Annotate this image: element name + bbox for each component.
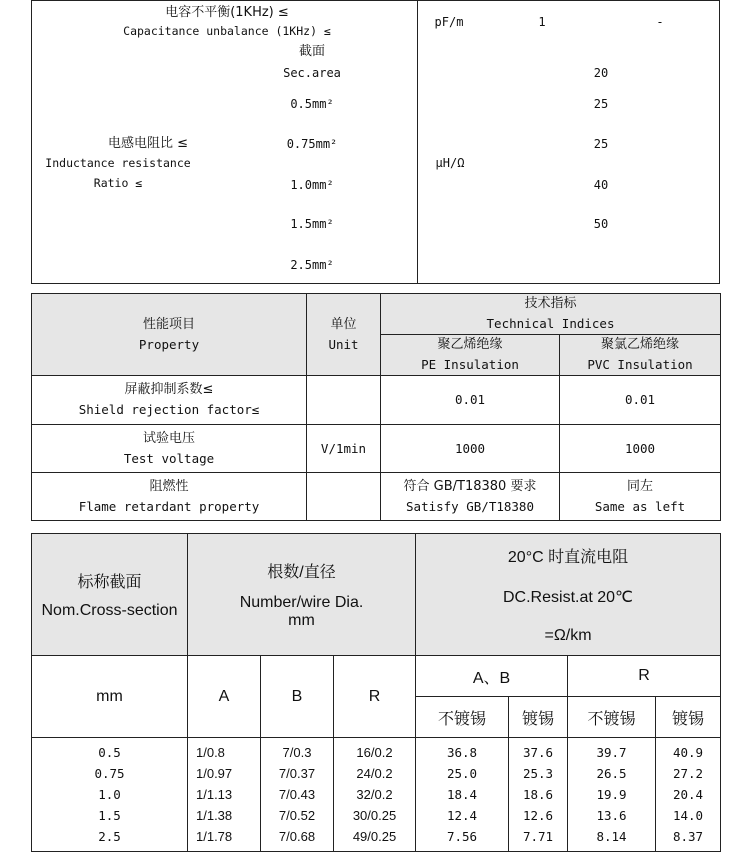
cell-ab-tin: 37.6 — [509, 738, 568, 764]
cell-r-tin: 8.37 — [656, 826, 721, 852]
table-row — [32, 826, 721, 852]
cell-r: 16/0.2 — [334, 738, 416, 764]
cell-ab-tin: 18.6 — [509, 784, 568, 805]
b-header: B — [261, 656, 334, 738]
row-pe: 1000 — [381, 425, 560, 473]
cell-a: 1/1.78 — [188, 826, 261, 852]
unit-header-zh: 单位 — [330, 316, 357, 332]
pe-header — [381, 335, 560, 376]
ind-value: 50 — [593, 217, 609, 231]
cell-r: 30/0.25 — [334, 805, 416, 826]
nom-section-zh: 标称截面 — [77, 574, 142, 591]
ind-label-en2: Ratio ≤ — [93, 176, 143, 190]
cell-r-tin: 14.0 — [656, 805, 721, 826]
ind-value: 25 — [593, 97, 609, 111]
row-label-zh: 阻燃性 — [149, 478, 189, 494]
resistance-table — [31, 533, 721, 852]
cell-b: 7/0.43 — [261, 784, 334, 805]
property-header-zh: 性能项目 — [142, 316, 195, 332]
plain-header: 不镀锡 — [568, 697, 656, 738]
cell-r-tin: 40.9 — [656, 738, 721, 764]
r-header: R — [334, 656, 416, 738]
row-pvc-en: Same as left — [594, 498, 686, 514]
ind-label-zh: 电感电阻比 ≤ — [107, 136, 189, 151]
cell-a: 1/0.97 — [188, 763, 261, 784]
row-label-zh: 试验电压 — [142, 430, 195, 446]
table-row — [32, 473, 721, 521]
cap-pe-value: 1 — [538, 15, 546, 29]
number-dia-header — [188, 534, 416, 656]
ab-header: A、B — [416, 656, 568, 697]
mm-header: mm — [32, 656, 188, 738]
property-header — [32, 294, 307, 376]
properties-table — [31, 293, 721, 521]
row-pe: 符合 GB/T18380 要求 — [403, 478, 537, 494]
pvc-header-en: PVC Insulation — [587, 357, 693, 372]
cell-r-plain: 8.14 — [568, 826, 656, 852]
table-row — [32, 763, 721, 784]
number-dia-unit: mm — [288, 612, 315, 629]
cell-b: 7/0.3 — [261, 738, 334, 764]
cell-r-tin: 20.4 — [656, 784, 721, 805]
cell-r: 24/0.2 — [334, 763, 416, 784]
sec-area-zh: 截面 — [298, 44, 326, 59]
cell-r-plain: 26.5 — [568, 763, 656, 784]
area-label: 1.0mm² — [290, 178, 334, 192]
area-label: 0.5mm² — [290, 97, 334, 111]
row-label-zh: 屏蔽抑制系数≤ — [124, 382, 214, 397]
unit-header-en: Unit — [328, 336, 359, 352]
dc-resist-header — [416, 534, 721, 656]
row-pvc: 0.01 — [560, 376, 721, 425]
nom-section-header — [32, 534, 188, 656]
cell-ab-plain: 18.4 — [416, 784, 509, 805]
cell-ab-plain: 36.8 — [416, 738, 509, 764]
cell-mm: 2.5 — [32, 826, 188, 852]
row-pvc: 1000 — [560, 425, 721, 473]
nom-section-en: Nom.Cross-section — [41, 602, 178, 619]
pe-header-zh: 聚乙烯绝缘 — [437, 337, 503, 352]
inductance-table — [31, 0, 720, 284]
area-label: 2.5mm² — [290, 258, 334, 272]
dc-resist-zh: 20°C 时直流电阻 — [507, 549, 629, 566]
property-header-en: Property — [138, 336, 200, 352]
cell-r: 49/0.25 — [334, 826, 416, 852]
number-dia-zh: 根数/直径 — [267, 564, 336, 581]
cell-b: 7/0.68 — [261, 826, 334, 852]
row-label-en: Test voltage — [123, 450, 215, 466]
row-label-en: Shield rejection factor≤ — [78, 402, 260, 417]
row-label-en: Flame retardant property — [78, 498, 260, 514]
dc-resist-unit: =Ω/km — [544, 627, 592, 644]
divider — [417, 1, 418, 283]
cell-r-tin: 27.2 — [656, 763, 721, 784]
table-row — [32, 376, 721, 425]
cell-ab-tin: 7.71 — [509, 826, 568, 852]
cell-mm: 0.5 — [32, 738, 188, 764]
number-dia-en: Number/wire Dia. — [239, 594, 364, 611]
ind-unit: μH/Ω — [435, 156, 465, 170]
cell-r-plain: 19.9 — [568, 784, 656, 805]
cap-label-en: Capacitance unbalance (1KHz) ≤ — [123, 24, 331, 38]
row-unit — [307, 376, 381, 425]
cell-a: 1/0.8 — [188, 738, 261, 764]
area-label: 1.5mm² — [290, 217, 334, 231]
cell-ab-plain: 12.4 — [416, 805, 509, 826]
cell-r: 32/0.2 — [334, 784, 416, 805]
row-unit: V/1min — [307, 425, 381, 473]
plain-header: 不镀锡 — [416, 697, 509, 738]
row-pe-en: Satisfy GB/T18380 — [406, 498, 534, 514]
cell-ab-plain: 7.56 — [416, 826, 509, 852]
cell-a: 1/1.38 — [188, 805, 261, 826]
cell-b: 7/0.37 — [261, 763, 334, 784]
r2-header: R — [568, 656, 721, 697]
dc-resist-en: DC.Resist.at 20℃ — [503, 589, 634, 606]
ind-label-en1: Inductance resistance — [45, 156, 191, 170]
tech-header-en: Technical Indices — [486, 316, 615, 331]
cell-ab-tin: 12.6 — [509, 805, 568, 826]
ind-value: 25 — [593, 137, 609, 151]
row-pe: 0.01 — [381, 376, 560, 425]
pe-header-en: PE Insulation — [421, 357, 519, 372]
cap-unit: pF/m — [434, 15, 464, 29]
cell-mm: 0.75 — [32, 763, 188, 784]
area-label: 0.75mm² — [286, 137, 338, 151]
cap-pvc-value: - — [656, 15, 664, 29]
pvc-header — [560, 335, 721, 376]
ind-value: 40 — [593, 178, 609, 192]
sec-area-en: Sec.area — [283, 66, 341, 80]
table-row — [32, 784, 721, 805]
cell-mm: 1.5 — [32, 805, 188, 826]
tinned-header: 镀锡 — [656, 697, 721, 738]
cell-ab-plain: 25.0 — [416, 763, 509, 784]
cell-ab-tin: 25.3 — [509, 763, 568, 784]
a-header: A — [188, 656, 261, 738]
table-row — [32, 738, 721, 764]
cell-mm: 1.0 — [32, 784, 188, 805]
row-pvc: 同左 — [626, 478, 653, 494]
tech-header-zh: 技术指标 — [524, 296, 577, 311]
cell-a: 1/1.13 — [188, 784, 261, 805]
row-unit — [307, 473, 381, 521]
table-row — [32, 805, 721, 826]
cap-label-zh: 电容不平衡(1KHz) ≤ — [165, 5, 289, 20]
cell-b: 7/0.52 — [261, 805, 334, 826]
cell-r-plain: 39.7 — [568, 738, 656, 764]
table-row — [32, 425, 721, 473]
tech-header — [381, 294, 721, 335]
cell-r-plain: 13.6 — [568, 805, 656, 826]
unit-header — [307, 294, 381, 376]
pvc-header-zh: 聚氯乙烯绝缘 — [600, 337, 679, 352]
ind-value: 20 — [593, 66, 609, 80]
tinned-header: 镀锡 — [509, 697, 568, 738]
